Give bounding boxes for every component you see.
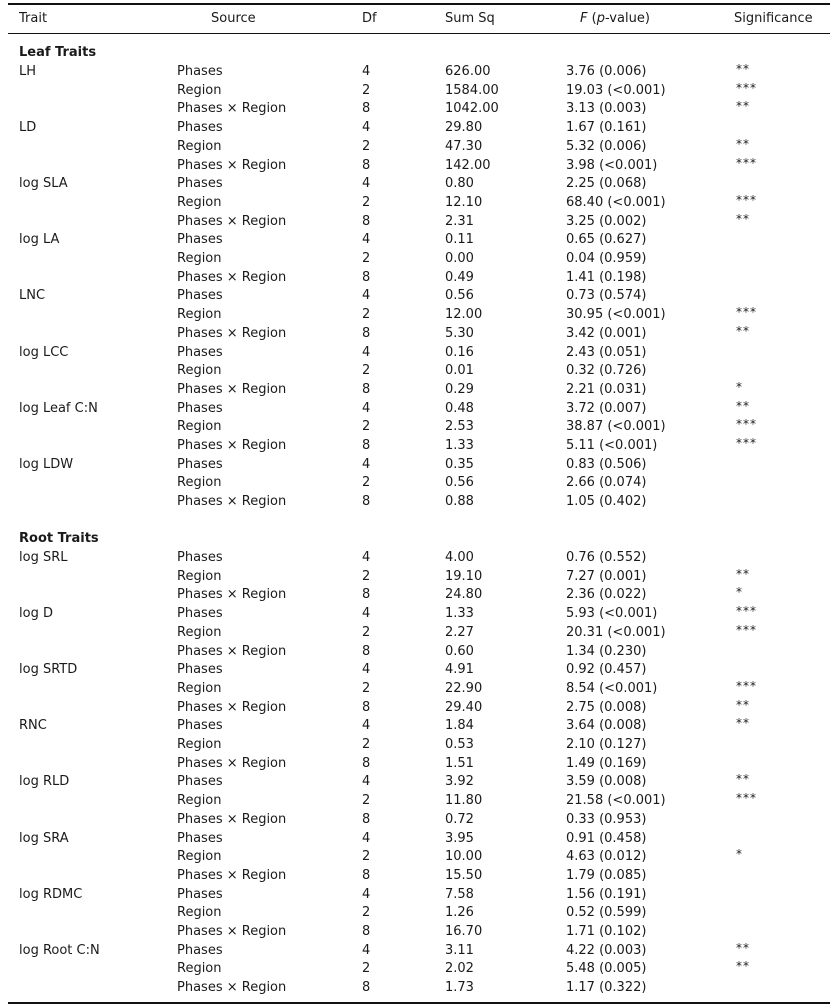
df-cell: 4: [362, 400, 371, 416]
sum-sq-cell: 0.00: [445, 251, 474, 266]
sum-sq-cell: 5.30: [445, 325, 474, 341]
sum-sq-cell: 3.11: [445, 942, 474, 958]
df-cell: 2: [362, 624, 371, 640]
f-value-cell: 21.58 (<0.001): [566, 793, 666, 809]
df-cell: 4: [362, 232, 371, 248]
sum-sq-cell: 15.50: [445, 867, 483, 883]
df-cell: 4: [362, 774, 371, 790]
df-cell: 2: [362, 793, 371, 809]
f-value-cell: 30.95 (<0.001): [566, 307, 666, 323]
source-cell: Region: [177, 961, 222, 977]
sum-sq-cell: 7.58: [445, 886, 474, 902]
significance-cell: *: [736, 585, 743, 600]
section-title: Root Traits: [19, 531, 99, 546]
trait-cell: log Leaf C:N: [19, 400, 98, 416]
source-cell: Region: [177, 419, 222, 435]
sum-sq-cell: 0.48: [445, 400, 474, 416]
df-cell: 2: [362, 251, 371, 266]
df-cell: 2: [362, 307, 371, 323]
df-cell: 8: [362, 494, 371, 510]
f-value-cell: 0.91 (0.458): [566, 830, 647, 846]
source-cell: Region: [177, 568, 222, 584]
significance-cell: **: [736, 940, 750, 955]
df-cell: 8: [362, 867, 371, 883]
f-value-cell: 0.76 (0.552): [566, 550, 647, 565]
significance-cell: **: [736, 566, 750, 581]
df-cell: 8: [362, 381, 371, 397]
header-df: Df: [362, 11, 377, 26]
df-cell: 8: [362, 699, 371, 715]
f-value-cell: 1.71 (0.102): [566, 924, 647, 939]
significance-cell: **: [736, 716, 750, 731]
df-cell: 4: [362, 886, 371, 902]
source-cell: Phases × Region: [177, 381, 287, 397]
f-value-cell: 4.22 (0.003): [566, 942, 647, 958]
f-value-cell: 3.25 (0.002): [566, 213, 647, 229]
trait-cell: log LDW: [19, 456, 74, 472]
significance-cell: ***: [736, 305, 757, 320]
sum-sq-cell: 1584.00: [445, 82, 499, 98]
f-value-cell: 3.42 (0.001): [566, 325, 647, 341]
sum-sq-cell: 0.60: [445, 643, 474, 659]
f-value-cell: 1.17 (0.322): [566, 980, 647, 996]
f-value-cell: 1.34 (0.230): [566, 643, 647, 659]
source-cell: Phases: [177, 344, 223, 360]
significance-cell: **: [736, 959, 750, 974]
sum-sq-cell: 12.10: [445, 194, 483, 210]
df-cell: 2: [362, 82, 371, 98]
df-cell: 8: [362, 269, 371, 285]
significance-cell: ***: [736, 80, 757, 95]
source-cell: Region: [177, 793, 222, 809]
significance-cell: **: [736, 99, 750, 114]
df-cell: 4: [362, 64, 371, 79]
sum-sq-cell: 12.00: [445, 307, 483, 323]
df-cell: 4: [362, 718, 371, 734]
df-cell: 4: [362, 120, 371, 136]
df-cell: 8: [362, 587, 371, 603]
df-cell: 8: [362, 213, 371, 229]
sum-sq-cell: 0.11: [445, 232, 474, 248]
source-cell: Phases × Region: [177, 269, 287, 285]
significance-cell: **: [736, 697, 750, 712]
f-value-cell: 0.33 (0.953): [566, 811, 647, 827]
sum-sq-cell: 626.00: [445, 64, 491, 79]
df-cell: 8: [362, 980, 371, 996]
f-value-cell: 1.67 (0.161): [566, 120, 647, 136]
sum-sq-cell: 1.84: [445, 718, 474, 734]
header-f-letter: F: [580, 11, 588, 26]
f-value-cell: 0.73 (0.574): [566, 288, 647, 304]
significance-cell: ***: [736, 155, 757, 170]
f-value-cell: 3.72 (0.007): [566, 400, 647, 416]
source-cell: Phases: [177, 400, 223, 416]
source-cell: Phases: [177, 606, 223, 622]
significance-cell: ***: [736, 192, 757, 207]
df-cell: 8: [362, 101, 371, 117]
f-value-cell: 2.66 (0.074): [566, 475, 647, 491]
f-value-cell: 0.32 (0.726): [566, 363, 647, 379]
top-rule: [8, 3, 830, 5]
sum-sq-cell: 11.80: [445, 793, 483, 809]
significance-cell: **: [736, 211, 750, 226]
header-sum-sq: Sum Sq: [445, 11, 495, 26]
header-f-value: [580, 11, 650, 27]
header-trait: Trait: [19, 11, 48, 26]
significance-cell: **: [736, 136, 750, 151]
f-value-cell: 2.25 (0.068): [566, 176, 647, 192]
f-value-cell: 19.03 (<0.001): [566, 82, 666, 98]
source-cell: Phases × Region: [177, 699, 287, 715]
source-cell: Region: [177, 849, 222, 865]
source-cell: Phases: [177, 550, 223, 565]
trait-cell: log SLA: [19, 176, 68, 192]
f-value-cell: 1.41 (0.198): [566, 269, 647, 285]
f-value-cell: 5.48 (0.005): [566, 961, 647, 977]
sum-sq-cell: 4.00: [445, 550, 474, 565]
sum-sq-cell: 29.80: [445, 120, 483, 136]
sum-sq-cell: 3.95: [445, 830, 474, 846]
df-cell: 4: [362, 288, 371, 304]
df-cell: 8: [362, 157, 371, 173]
df-cell: 8: [362, 755, 371, 771]
df-cell: 8: [362, 438, 371, 453]
df-cell: 2: [362, 363, 371, 379]
f-value-cell: 20.31 (<0.001): [566, 624, 666, 640]
trait-cell: log RDMC: [19, 886, 83, 902]
f-value-cell: 3.64 (0.008): [566, 718, 647, 734]
source-cell: Region: [177, 475, 222, 491]
sum-sq-cell: 142.00: [445, 157, 491, 173]
header-f-p-letter: p: [596, 11, 605, 26]
sum-sq-cell: 0.35: [445, 456, 474, 472]
f-value-cell: 38.87 (<0.001): [566, 419, 666, 435]
source-cell: Region: [177, 680, 222, 696]
sum-sq-cell: 19.10: [445, 568, 483, 584]
source-cell: Region: [177, 307, 222, 323]
df-cell: 2: [362, 961, 371, 977]
df-cell: 2: [362, 680, 371, 696]
sum-sq-cell: 1.73: [445, 980, 474, 996]
section-title: Leaf Traits: [19, 45, 97, 60]
header-source: Source: [211, 11, 256, 26]
source-cell: Region: [177, 251, 222, 266]
header-significance: Significance: [734, 11, 813, 26]
source-cell: Phases × Region: [177, 101, 287, 117]
sum-sq-cell: 2.27: [445, 624, 474, 640]
source-cell: Region: [177, 363, 222, 379]
df-cell: 8: [362, 924, 371, 939]
f-value-cell: 68.40 (<0.001): [566, 194, 666, 210]
f-value-cell: 2.10 (0.127): [566, 737, 647, 752]
source-cell: Phases × Region: [177, 157, 287, 173]
trait-cell: LNC: [19, 288, 46, 304]
significance-cell: ***: [736, 791, 757, 806]
f-value-cell: 5.93 (<0.001): [566, 606, 658, 622]
header-rule: [8, 33, 830, 34]
df-cell: 4: [362, 456, 371, 472]
df-cell: 4: [362, 606, 371, 622]
source-cell: Phases: [177, 774, 223, 790]
trait-cell: log RLD: [19, 774, 70, 790]
significance-cell: **: [736, 323, 750, 338]
f-value-cell: 3.13 (0.003): [566, 101, 647, 117]
sum-sq-cell: 3.92: [445, 774, 474, 790]
source-cell: Phases × Region: [177, 867, 287, 883]
trait-cell: log Root C:N: [19, 942, 100, 958]
sum-sq-cell: 1.33: [445, 606, 474, 622]
df-cell: 2: [362, 475, 371, 491]
source-cell: Phases × Region: [177, 325, 287, 341]
source-cell: Phases × Region: [177, 755, 287, 771]
f-value-cell: 8.54 (<0.001): [566, 680, 658, 696]
f-value-cell: 1.79 (0.085): [566, 867, 647, 883]
df-cell: 4: [362, 550, 371, 565]
trait-cell: RNC: [19, 718, 47, 734]
df-cell: 2: [362, 905, 371, 921]
f-value-cell: 0.52 (0.599): [566, 905, 647, 921]
sum-sq-cell: 0.72: [445, 811, 474, 827]
sum-sq-cell: 24.80: [445, 587, 483, 603]
sum-sq-cell: 2.53: [445, 419, 474, 435]
bottom-rule: [8, 1002, 830, 1004]
f-value-cell: 0.83 (0.506): [566, 456, 647, 472]
source-cell: Phases: [177, 830, 223, 846]
source-cell: Phases: [177, 232, 223, 248]
df-cell: 4: [362, 942, 371, 958]
significance-cell: **: [736, 398, 750, 413]
f-value-cell: 2.36 (0.022): [566, 587, 647, 603]
sum-sq-cell: 47.30: [445, 138, 483, 154]
source-cell: Phases: [177, 718, 223, 734]
source-cell: Phases × Region: [177, 438, 287, 453]
f-value-cell: 0.92 (0.457): [566, 662, 647, 678]
trait-cell: LD: [19, 120, 37, 136]
sum-sq-cell: 0.56: [445, 288, 474, 304]
source-cell: Region: [177, 194, 222, 210]
df-cell: 8: [362, 811, 371, 827]
sum-sq-cell: 0.80: [445, 176, 474, 192]
sum-sq-cell: 0.56: [445, 475, 474, 491]
source-cell: Phases × Region: [177, 924, 287, 939]
df-cell: 4: [362, 344, 371, 360]
trait-cell: log LA: [19, 232, 60, 248]
source-cell: Phases × Region: [177, 587, 287, 603]
df-cell: 2: [362, 568, 371, 584]
f-value-cell: 0.65 (0.627): [566, 232, 647, 248]
source-cell: Region: [177, 138, 222, 154]
sum-sq-cell: 16.70: [445, 924, 483, 939]
sum-sq-cell: 0.16: [445, 344, 474, 360]
df-cell: 4: [362, 830, 371, 846]
f-value-cell: 1.49 (0.169): [566, 755, 647, 771]
source-cell: Phases × Region: [177, 494, 287, 510]
f-value-cell: 2.75 (0.008): [566, 699, 647, 715]
source-cell: Region: [177, 82, 222, 98]
source-cell: Region: [177, 905, 222, 921]
f-value-cell: 3.59 (0.008): [566, 774, 647, 790]
source-cell: Phases: [177, 886, 223, 902]
trait-cell: log SRA: [19, 830, 69, 846]
trait-cell: log D: [19, 606, 53, 622]
f-value-cell: 3.98 (<0.001): [566, 157, 658, 173]
sum-sq-cell: 1.33: [445, 438, 474, 453]
sum-sq-cell: 1.51: [445, 755, 474, 771]
trait-cell: LH: [19, 64, 37, 79]
f-value-cell: 5.11 (<0.001): [566, 438, 658, 453]
f-value-cell: 3.76 (0.006): [566, 64, 647, 79]
header-f-open: (: [587, 11, 597, 26]
significance-cell: ***: [736, 604, 757, 619]
source-cell: Phases × Region: [177, 980, 287, 996]
df-cell: 4: [362, 662, 371, 678]
sum-sq-cell: 2.31: [445, 213, 474, 229]
sum-sq-cell: 2.02: [445, 961, 474, 977]
header-f-close: -value): [604, 11, 650, 26]
trait-cell: log SRL: [19, 550, 68, 565]
df-cell: 2: [362, 138, 371, 154]
sum-sq-cell: 1042.00: [445, 101, 499, 117]
sum-sq-cell: 0.53: [445, 737, 474, 752]
significance-cell: *: [736, 379, 743, 394]
source-cell: Region: [177, 737, 222, 752]
sum-sq-cell: 4.91: [445, 662, 474, 678]
source-cell: Phases × Region: [177, 213, 287, 229]
source-cell: Phases: [177, 662, 223, 678]
df-cell: 8: [362, 325, 371, 341]
f-value-cell: 0.04 (0.959): [566, 251, 647, 266]
f-value-cell: 1.05 (0.402): [566, 494, 647, 510]
significance-cell: **: [736, 772, 750, 787]
source-cell: Region: [177, 624, 222, 640]
significance-cell: ***: [736, 678, 757, 693]
df-cell: 2: [362, 849, 371, 865]
source-cell: Phases: [177, 64, 223, 79]
sum-sq-cell: 0.29: [445, 381, 474, 397]
f-value-cell: 7.27 (0.001): [566, 568, 647, 584]
sum-sq-cell: 22.90: [445, 680, 483, 696]
sum-sq-cell: 0.01: [445, 363, 474, 379]
significance-cell: ***: [736, 622, 757, 637]
sum-sq-cell: 10.00: [445, 849, 483, 865]
source-cell: Phases: [177, 288, 223, 304]
significance-cell: **: [736, 62, 750, 76]
source-cell: Phases: [177, 456, 223, 472]
f-value-cell: 2.43 (0.051): [566, 344, 647, 360]
source-cell: Phases: [177, 120, 223, 136]
f-value-cell: 5.32 (0.006): [566, 138, 647, 154]
sum-sq-cell: 0.88: [445, 494, 474, 510]
significance-cell: ***: [736, 436, 757, 450]
sum-sq-cell: 0.49: [445, 269, 474, 285]
significance-cell: *: [736, 847, 743, 862]
source-cell: Phases: [177, 176, 223, 192]
significance-cell: ***: [736, 417, 757, 432]
source-cell: Phases × Region: [177, 643, 287, 659]
source-cell: Phases × Region: [177, 811, 287, 827]
source-cell: Phases: [177, 942, 223, 958]
trait-cell: log SRTD: [19, 662, 78, 678]
df-cell: 2: [362, 194, 371, 210]
f-value-cell: 1.56 (0.191): [566, 886, 647, 902]
f-value-cell: 4.63 (0.012): [566, 849, 647, 865]
sum-sq-cell: 1.26: [445, 905, 474, 921]
trait-cell: log LCC: [19, 344, 69, 360]
df-cell: 4: [362, 176, 371, 192]
df-cell: 2: [362, 419, 371, 435]
df-cell: 2: [362, 737, 371, 752]
f-value-cell: 2.21 (0.031): [566, 381, 647, 397]
sum-sq-cell: 29.40: [445, 699, 483, 715]
df-cell: 8: [362, 643, 371, 659]
